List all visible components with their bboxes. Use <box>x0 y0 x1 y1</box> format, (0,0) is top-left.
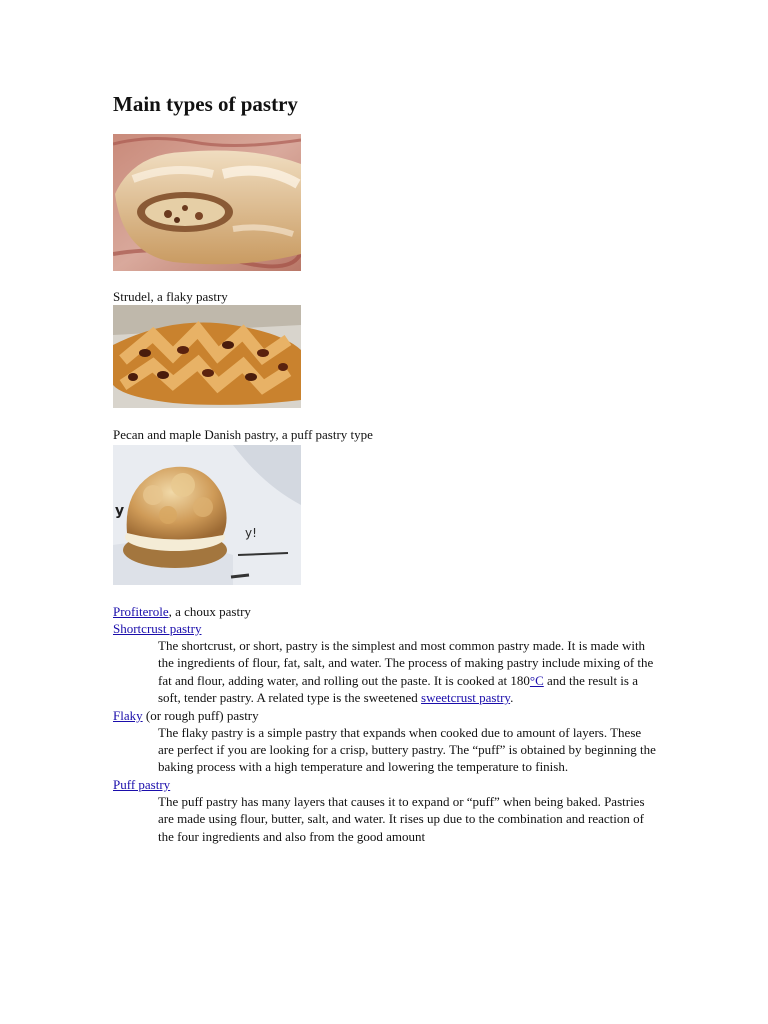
puff-pastry-link[interactable]: Puff pastry <box>113 776 171 792</box>
strudel-photo <box>113 134 301 271</box>
pastry-definition-list <box>113 620 673 845</box>
description-puff: The puff pastry has many layers that causes it to expand or “puff” when being baked. Pastries are made using flour, butter, salt, and water. It rises up due to the combination and reaction of the four ingredients and also from the good amount <box>158 793 645 844</box>
sweetcrust-pastry-link[interactable]: sweetcrust pastry <box>421 690 511 706</box>
figure-caption: Pecan and maple Danish pastry, a puff pastry type <box>113 427 373 442</box>
svg-text:y!: y! <box>245 526 257 540</box>
profiterole-photo <box>113 445 301 585</box>
term-puff <box>113 776 673 793</box>
document-page <box>113 88 673 845</box>
term-flaky: Flaky (or rough puff) pastry <box>113 707 259 723</box>
celsius-link[interactable]: °C <box>529 672 544 688</box>
term-shortcrust <box>113 620 673 637</box>
flaky-link[interactable]: Flaky <box>113 707 143 723</box>
figure-caption: Profiterole, a choux pastry <box>113 604 251 619</box>
description-shortcrust: The shortcrust, or short, pastry is the simplest and most common pastry made. It is made with the ingredients of flour, fat, salt, and water. The process of making pastry include mixing of the fat and flour, adding water, and rolling out the paste. It is cooked at 180°C and the result is a soft, tender pastry. A related type is the sweetened sweetcrust pastry. <box>158 638 654 706</box>
danish-pastry-photo <box>113 305 301 408</box>
svg-text:y: y <box>115 503 125 519</box>
figure-caption: Strudel, a flaky pastry <box>113 289 228 304</box>
profiterole-link[interactable]: Profiterole <box>113 604 169 619</box>
page-title: Main types of pastry <box>113 92 298 116</box>
description-flaky: The flaky pastry is a simple pastry that expands when cooked due to amount of layers. These are perfect if you are looking for a crisp, buttery pastry. The “puff” is obtained by beginning the baking process with a high temperature and lowering the temperature to finish. <box>158 724 656 775</box>
shortcrust-pastry-link[interactable]: Shortcrust pastry <box>113 621 202 636</box>
